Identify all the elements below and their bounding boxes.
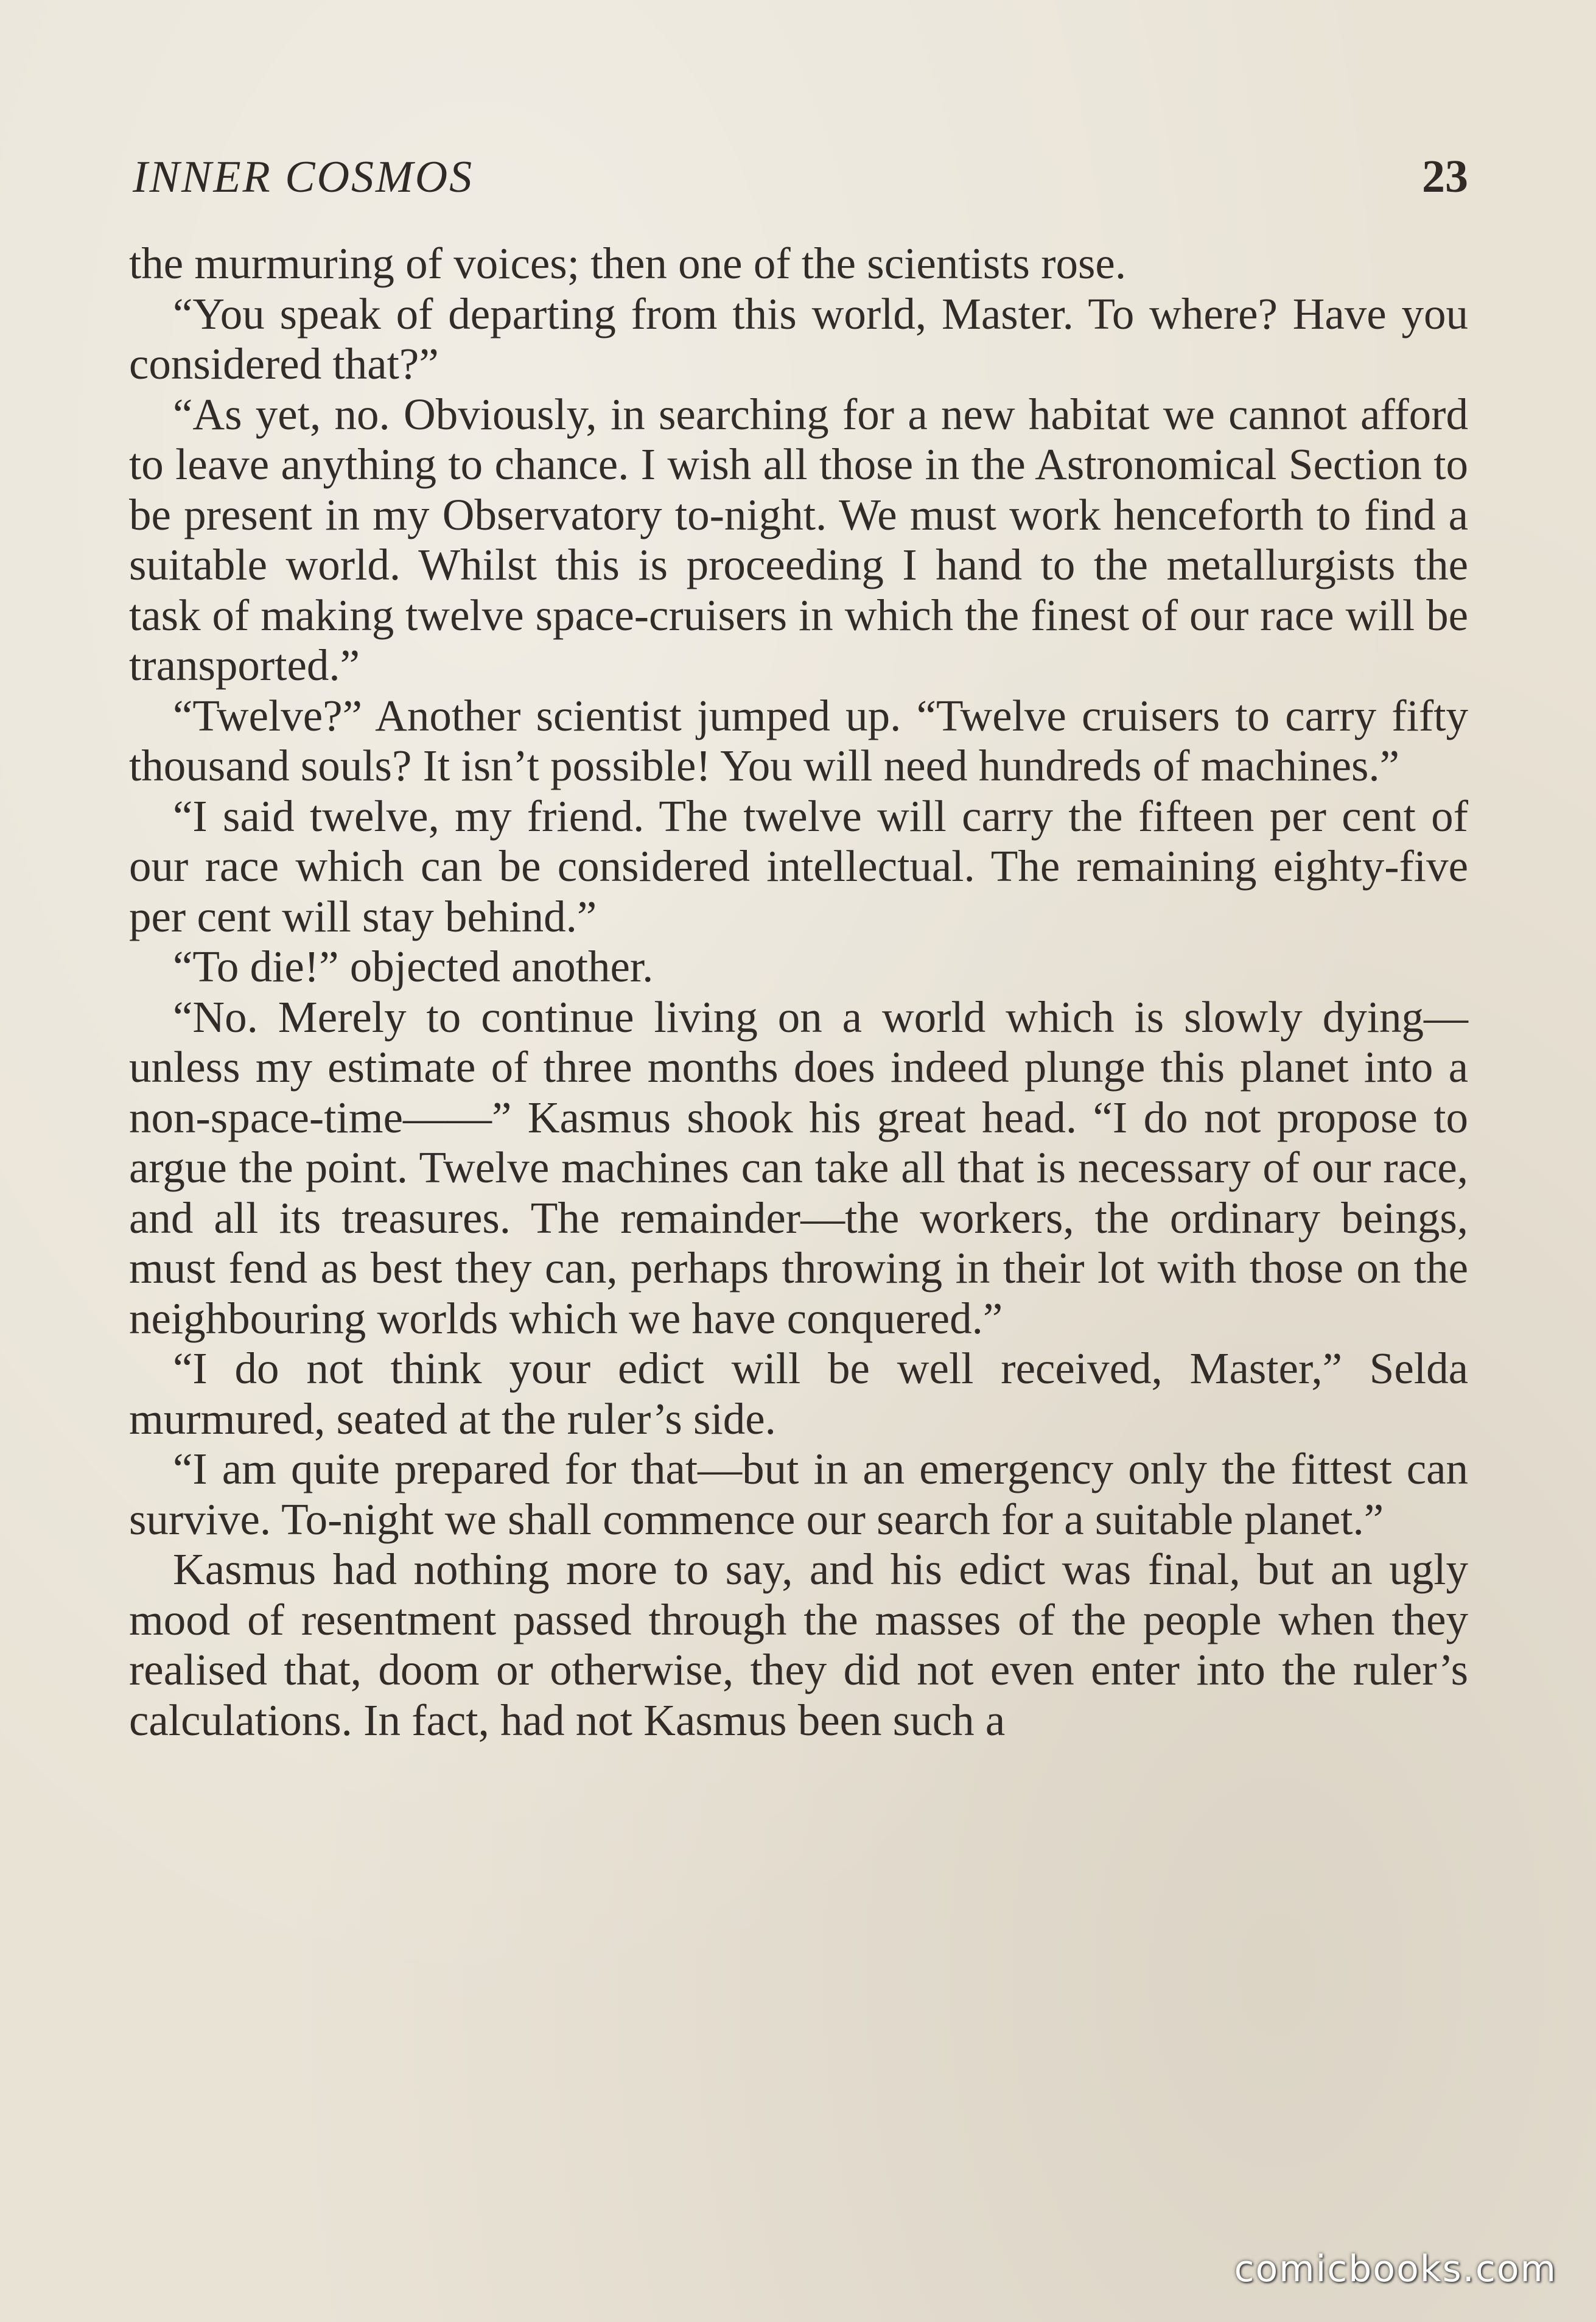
watermark: comicbooks.com <box>1234 2248 1557 2290</box>
paragraph: “I said twelve, my friend. The twelve will carry the fifteen per cent of our race which can be considered intellectual. The remaining eighty-five per cent will stay behind.” <box>129 791 1468 941</box>
paragraph: “To die!” objected another. <box>173 942 654 991</box>
paragraph: “No. Merely to continue living on a world which is slowly dying—unless my estimate of three months does indeed plunge this planet into a non-space-time——” Kasmus shook his great head. “I do not propose to argue the point. Twelve machines can take all that is necessary of our race, and all its treasures. The remainder—the workers, the ordinary beings, must fend as best they can, perhaps throwing in their lot with those on the neighbouring worlds which we have conquered.” <box>129 992 1468 1343</box>
paragraph-continued: the murmuring of voices; then one of the scientists rose. <box>129 239 1127 288</box>
paragraph: “Twelve?” Another scientist jumped up. “Twelve cruisers to carry fifty thousand souls? It isn’t possible! You will need hundreds of machines.” <box>129 690 1468 790</box>
paragraph: “I do not think your edict will be well received, Master,” Selda murmured, seated at the ruler’s side. <box>129 1344 1468 1443</box>
running-title: INNER COSMOS <box>133 152 474 202</box>
page-number: 23 <box>1422 151 1468 202</box>
paragraph: “As yet, no. Obviously, in searching for a new habitat we cannot afford to leave anything to chance. I wish all those in the Astronomical Section to be present in my Observatory to-night. We must work henceforth to find a suitable world. Whilst this is proceeding I hand to the metallurgists the task of making twelve space-cruisers in which the finest of our race will be transported.” <box>129 389 1468 690</box>
paragraph: Kasmus had nothing more to say, and his edict was final, but an ugly mood of resentment passed through the masses of the people when they realised that, doom or otherwise, they did not even enter into the ruler’s calculations. In fact, had not Kasmus been such a <box>129 1545 1468 1745</box>
paragraph: “You speak of departing from this world, Master. To where? Have you considered that?” <box>129 289 1468 388</box>
body-text <box>129 239 1468 1745</box>
paragraph: “I am quite prepared for that—but in an emergency only the fittest can survive. To-night we shall commence our search for a suitable planet.” <box>129 1444 1468 1544</box>
running-head <box>133 136 1468 203</box>
